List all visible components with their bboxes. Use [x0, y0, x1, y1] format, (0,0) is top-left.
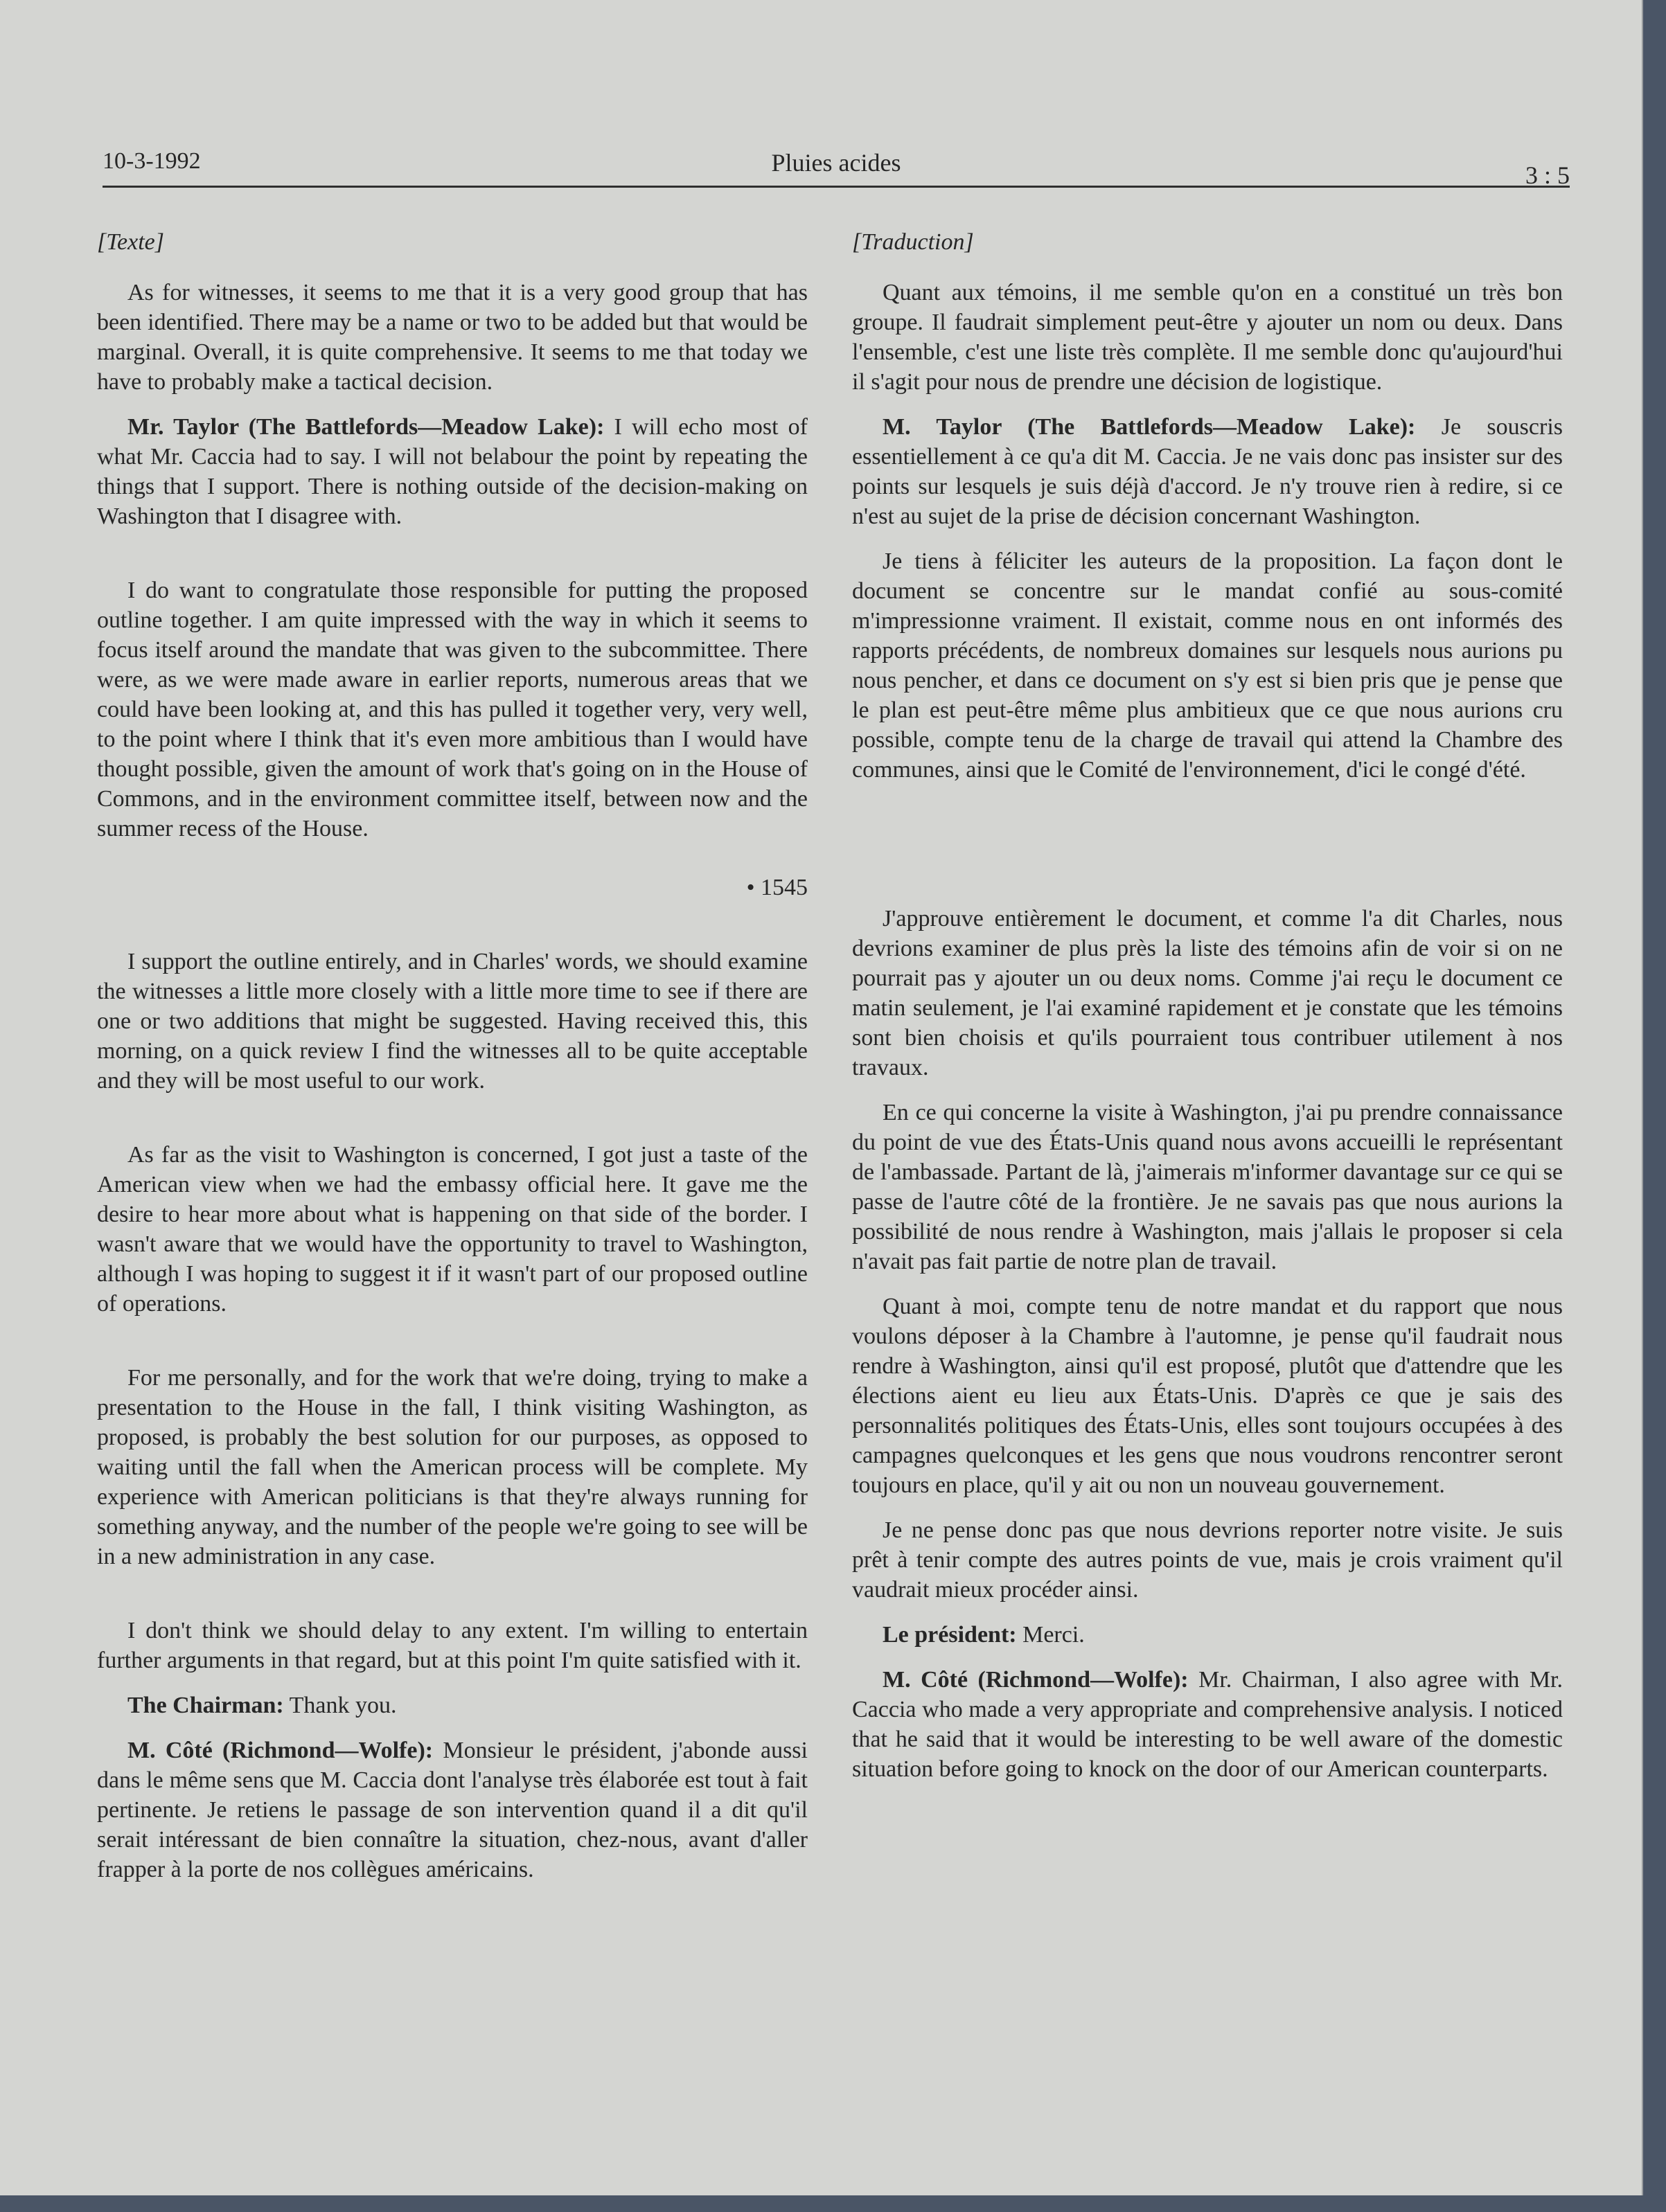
- paragraph: Quant aux témoins, il me semble qu'on en a constitué un très bon groupe. Il faudrait simplement peut-être y ajouter un nom ou deux. Dans l'ensemble, c'est une liste très complète. Il me semble donc qu'aujourd'hui il s'agit pour nous de prendre une décision de logistique.: [852, 280, 1563, 395]
- paragraph: Je ne pense donc pas que nous devrions reporter notre visite. Je suis prêt à tenir compte des autres points de vue, mais je crois vraiment qu'il vaudrait mieux procéder ainsi.: [852, 1517, 1563, 1603]
- french-column: [852, 227, 1563, 1784]
- speech-text: Monsieur le président, j'abonde aussi dans le même sens que M. Caccia dont l'analyse très élaborée est tout à fait pertinente. Je retiens le passage de son intervention quand il a dit qu'il serait intéressant de bien connaître la situation, chez-nous, avant d'aller frapper à la porte de nos collègues américains.: [97, 1738, 808, 1882]
- speaker-name: Mr. Taylor (The Battlefords—Meadow Lake):: [127, 414, 605, 440]
- speaker-paragraph: [852, 1620, 1563, 1650]
- header-date: 10-3-1992: [103, 148, 201, 174]
- speech-text: Je souscris essentiellement à ce qu'a dit M. Caccia. Je ne vais donc pas insister sur des points sur lesquels je suis déjà d'accord. Je n'y trouve rien à redire, si ce n'est au sujet de la prise de décision concernant Washington.: [852, 414, 1563, 529]
- speaker-name: The Chairman:: [127, 1693, 284, 1718]
- speaker-name: Le président:: [883, 1622, 1017, 1648]
- paragraph: As far as the visit to Washington is concerned, I got just a taste of the American view when we had the embassy official here. It gave me the desire to hear more about what is happening on that side of the border. I wasn't aware that we would have the opportunity to travel to Washington, although I was hoping to suggest it if it wasn't part of our proposed outline of operations.: [97, 1142, 808, 1317]
- speech-text: Merci.: [1016, 1622, 1085, 1648]
- column-tag: [Traduction]: [852, 229, 974, 255]
- time-marker: • 1545: [746, 875, 808, 900]
- speaker-name: M. Taylor (The Battlefords—Meadow Lake):: [883, 414, 1416, 440]
- english-column: [97, 227, 808, 1884]
- speaker-paragraph: [97, 1691, 808, 1720]
- paragraph: As for witnesses, it seems to me that it is a very good group that has been identified. There may be a name or two to be added but that would be marginal. Overall, it is quite comprehensive. It seems to me that today we have to probably make a tactical decision.: [97, 280, 808, 395]
- paragraph: Je tiens à féliciter les auteurs de la proposition. La façon dont le document se concentre sur le mandat confié au sous-comité m'impressionne vraiment. Il existait, comme nous en ont informés des rapports précédents, de nombreux domaines sur lesquels nous aurions pu nous pencher, et dans ce document on s'y est si bien pris que je pense que le plan est peut-être même plus ambitieux que ce que nous aurions cru possible, compte tenu de la charge de travail qui attend la Chambre des communes, ainsi que le Comité de l'environnement, d'ici le congé d'été.: [852, 548, 1563, 783]
- paragraph: En ce qui concerne la visite à Washington, j'ai pu prendre connaissance du point de vue des États-Unis quand nous avons accueilli le représentant de l'ambassade. Partant de là, j'aimerais m'informer davantage sur ce qui se passe de l'autre côté de la frontière. Je ne savais pas que nous aurions la possibilité de nous rendre à Washington, mais j'allais le proposer si cela n'avait pas fait partie de notre plan de travail.: [852, 1100, 1563, 1274]
- speaker-paragraph: [97, 1736, 808, 1884]
- header-title: Pluies acides: [771, 149, 901, 177]
- paragraph: For me personally, and for the work that we're doing, trying to make a presentation to the House in the fall, I think visiting Washington, as proposed, is probably the best solution for our purposes, as opposed to waiting until the fall when the American process will be complete. My experience with American politicians is that they're always running for something anyway, and the number of the people we're going to see will be in a new administration in any case.: [97, 1365, 808, 1569]
- speaker-paragraph: [97, 412, 808, 531]
- header-page-number: 3 : 5: [1525, 161, 1570, 189]
- paragraph: I do want to congratulate those responsible for putting the proposed outline together. I am quite impressed with the way in which it seems to focus itself around the mandate that was given to the subcommittee. There were, as we were made aware in earlier reports, numerous areas that we could have been looking at, and this has pulled it together very, very well, to the point where I think that it's even more ambitious than I would have thought possible, given the amount of work that's going on in the House of Commons, and in the environment committee itself, between now and the summer recess of the House.: [97, 578, 808, 841]
- paragraph: I don't think we should delay to any extent. I'm willing to entertain further arguments in that regard, but at this point I'm quite satisfied with it.: [97, 1618, 808, 1673]
- page-header: [103, 144, 1570, 188]
- speech-text: I will echo most of what Mr. Caccia had to say. I will not belabour the point by repeating the things that I support. There is nothing outside of the decision-making on Washington that I disagree with.: [97, 414, 808, 529]
- speech-text: Mr. Chairman, I also agree with Mr. Caccia who made a very appropriate and comprehensive analysis. I noticed that he said that it would be interesting to be well aware of the domestic situation before going to knock on the door of our American counterparts.: [852, 1667, 1563, 1782]
- speech-text: Thank you.: [283, 1693, 397, 1718]
- column-tag: [Texte]: [97, 229, 164, 255]
- speaker-paragraph: [852, 412, 1563, 531]
- speaker-paragraph: [852, 1665, 1563, 1784]
- paragraph: I support the outline entirely, and in Charles' words, we should examine the witnesses a little more closely with a little more time to see if there are one or two additions that might be suggested. Having received this, this morning, on a quick review I find the witnesses all to be quite acceptable and they will be most useful to our work.: [97, 949, 808, 1094]
- paragraph: J'approuve entièrement le document, et comme l'a dit Charles, nous devrions examiner de plus près la liste des témoins afin de voir si on ne pourrait pas y ajouter un ou deux noms. Comme j'ai reçu le document ce matin seulement, je l'ai examiné rapidement et je constate que les témoins sont bien choisis et qu'ils pourraient tous contribuer utilement à nos travaux.: [852, 906, 1563, 1080]
- paragraph: Quant à moi, compte tenu de notre mandat et du rapport que nous voulons déposer à la Chambre à l'automne, je pense qu'il faudrait nous rendre à Washington, ainsi qu'il est proposé, plutôt que d'attendre que les élections aient eu lieu aux États-Unis. D'après ce que je sais des personnalités politiques des États-Unis, elles sont toujours occupées à des campagnes quelconques et les gens que nous voudrons rencontrer seront toujours en place, qu'il y ait ou non un nouveau gouvernement.: [852, 1294, 1563, 1498]
- speaker-name: M. Côté (Richmond—Wolfe):: [127, 1738, 434, 1763]
- speaker-name: M. Côté (Richmond—Wolfe):: [883, 1667, 1189, 1693]
